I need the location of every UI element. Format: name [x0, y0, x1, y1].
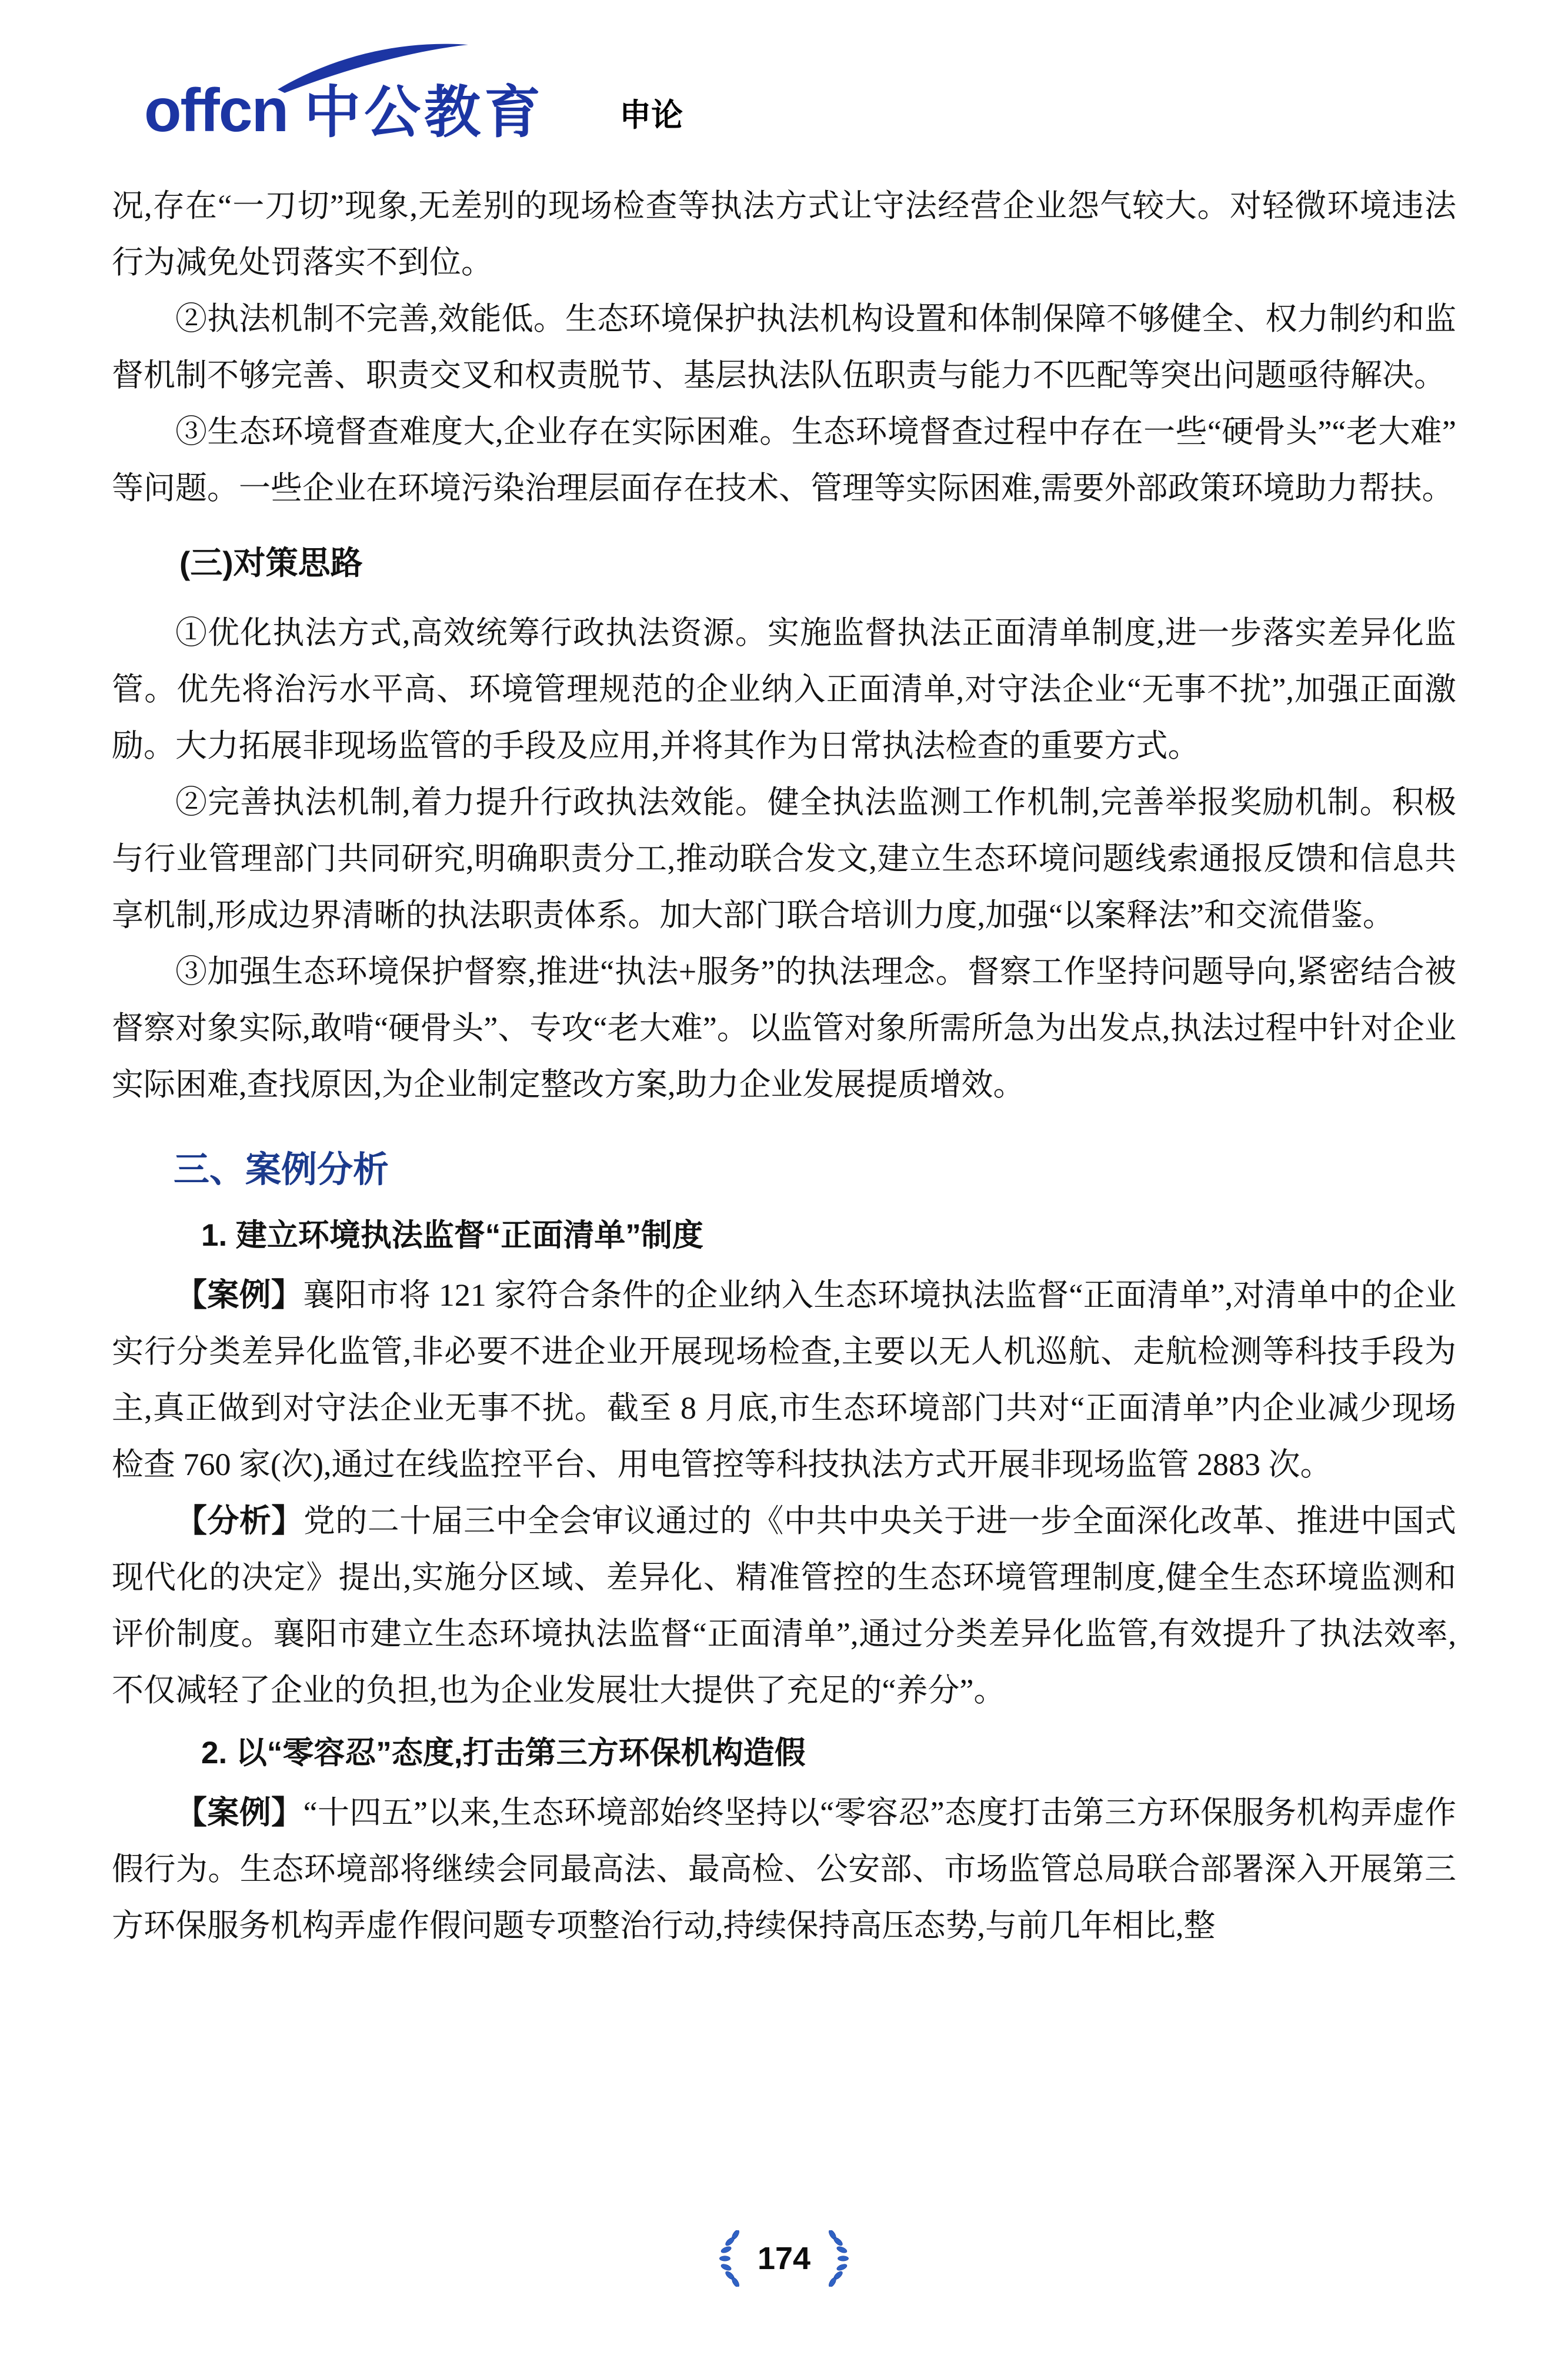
- paragraph-countermeasure-1: ①优化执法方式,高效统筹行政执法资源。实施监督执法正面清单制度,进一步落实差异化监管。优先将治污水平高、环境管理规范的企业纳入正面清单,对守法企业“无事不扰”,加强正面激励。大力拓展非现场监管的手段及应用,并将其作为日常执法检查的重要方式。: [112, 615, 1456, 763]
- heading-case-2: 2. 以“零容忍”态度,打击第三方环保机构造假: [201, 1736, 806, 1770]
- heading-countermeasures: (三)对策思路: [179, 545, 363, 581]
- analysis-label: 【分析】: [175, 1503, 303, 1539]
- subject-label: 申论: [619, 98, 683, 133]
- paragraph-case-2: [112, 1784, 1456, 1954]
- laurel-right-icon: [826, 2230, 850, 2287]
- paragraph-continuation: 况,存在“一刀切”现象,无差别的现场检查等执法方式让守法经营企业怨气较大。对轻微环境违法行为减免处罚落实不到位。: [112, 188, 1456, 280]
- logo-chinese-text: 中公教育: [304, 81, 545, 144]
- case-2-text: “十四五”以来,生态环境部始终坚持以“零容忍”态度打击第三方环保服务机构弄虚作假行为。生态环境部将继续会同最高法、最高检、公安部、市场监管总局联合部署深入开展第三方环保服务机构弄虚作假问题专项整治行动,持续保持高压态势,与前几年相比,整: [112, 1795, 1457, 1943]
- heading-case-1: 1. 建立环境执法监督“正面清单”制度: [201, 1218, 703, 1253]
- offcn-logo: [144, 76, 545, 145]
- paragraph-countermeasure-3: ③加强生态环境保护督察,推进“执法+服务”的执法理念。督察工作坚持问题导向,紧密结合被督察对象实际,敢啃“硬骨头”、专攻“老大难”。以监管对象所需所急为出发点,执法过程中针对企业实际困难,查找原因,为企业制定整改方案,助力企业发展提质增效。: [112, 954, 1456, 1102]
- page-header: [144, 62, 1456, 145]
- paragraph-mechanism: ②执法机制不完善,效能低。生态环境保护执法机构设置和体制保障不够健全、权力制约和监督机制不够完善、职责交叉和权责脱节、基层执法队伍职责与能力不匹配等突出问题亟待解决。: [112, 301, 1456, 393]
- case-1-text: 襄阳市将 121 家符合条件的企业纳入生态环境执法监督“正面清单”,对清单中的企业实行分类差异化监管,非必要不进企业开展现场检查,主要以无人机巡航、走航检测等科技手段为主,真正做到对守法企业无事不扰。截至 8 月底,市生态环境部门共对“正面清单”内企业减少现场检查 760 家(次),通过在线监控平台、用电管控等科技执法方式开展非现场监管 2883 次。: [112, 1277, 1457, 1482]
- paragraph-supervision: ③生态环境督查难度大,企业存在实际困难。生态环境督查过程中存在一些“硬骨头”“老大难”等问题。一些企业在环境污染治理层面存在技术、管理等实际困难,需要外部政策环境助力帮扶。: [112, 414, 1456, 506]
- paragraph-countermeasure-2: ②完善执法机制,着力提升行政执法效能。健全执法监测工作机制,完善举报奖励机制。积极与行业管理部门共同研究,明确职责分工,推动联合发文,建立生态环境问题线索通报反馈和信息共享机制,形成边界清晰的执法职责体系。加大部门联合培训力度,加强“以案释法”和交流借鉴。: [112, 785, 1456, 933]
- laurel-left-icon: [718, 2230, 742, 2287]
- case-label: 【案例】: [175, 1795, 303, 1830]
- analysis-1-text: 党的二十届三中全会审议通过的《中共中央关于进一步全面深化改革、推进中国式现代化的决定》提出,实施分区域、差异化、精准管控的生态环境管理制度,健全生态环境监测和评价制度。襄阳市建立生态环境执法监督“正面清单”,通过分类差异化监管,有效提升了执法效率,不仅减轻了企业的负担,也为企业发展壮大提供了充足的“养分”。: [112, 1503, 1457, 1708]
- logo-swoosh-icon: [276, 40, 471, 94]
- heading-case-analysis: 三、案例分析: [174, 1149, 389, 1189]
- case-label: 【案例】: [175, 1277, 303, 1313]
- paragraph-analysis-1: [112, 1493, 1456, 1719]
- paragraph-case-1: [112, 1267, 1456, 1493]
- logo-offcn-text: offcn: [144, 76, 288, 145]
- page-footer: [0, 2230, 1568, 2287]
- page-number: 174: [757, 2241, 811, 2276]
